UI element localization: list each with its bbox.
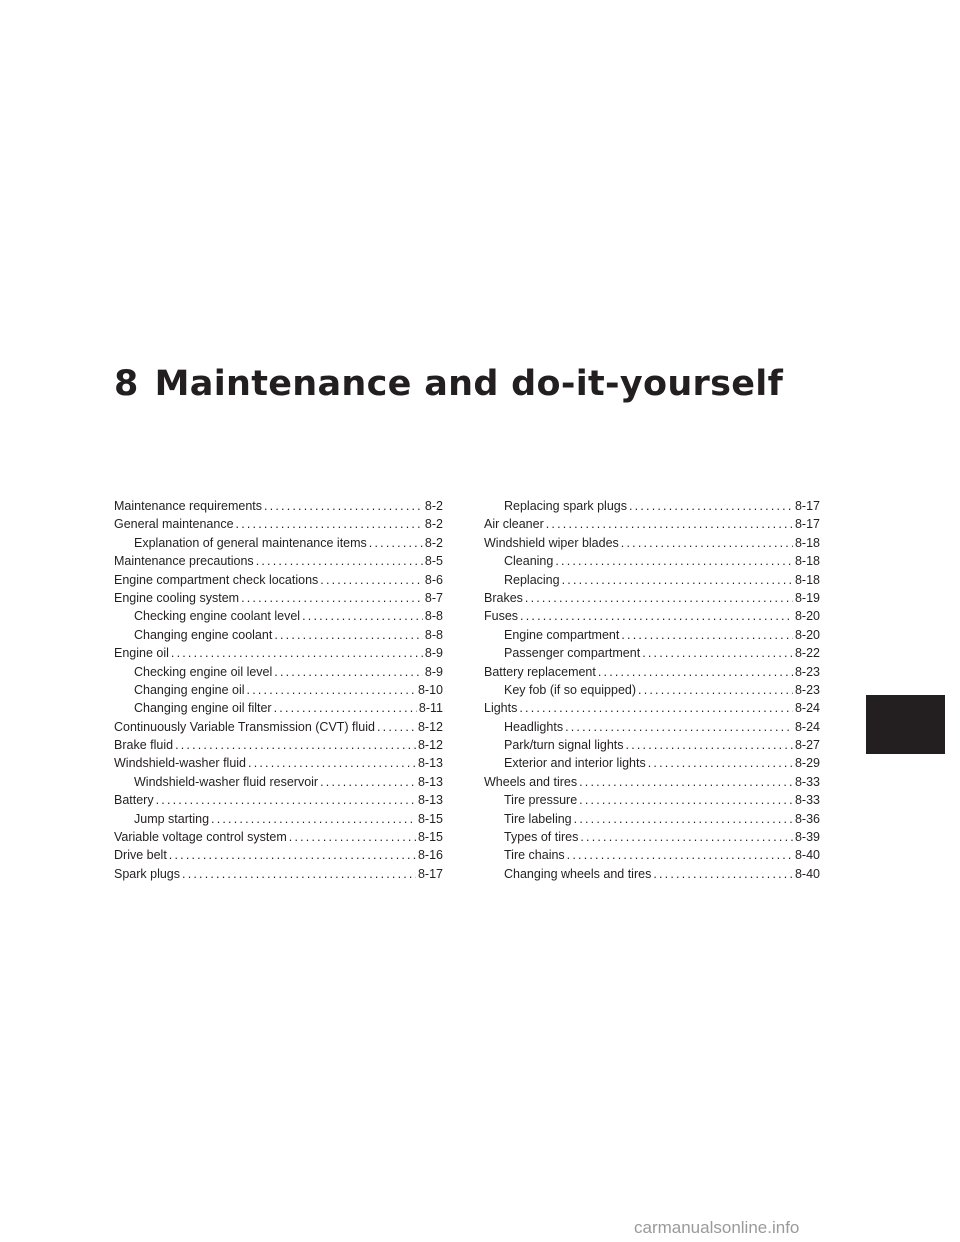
toc-entry-page: 8-23: [794, 682, 820, 697]
toc-dot-leader: [580, 828, 793, 846]
toc-entry[interactable]: [484, 663, 820, 681]
toc-entry-label: Air cleaner: [484, 517, 544, 532]
toc-entry-page: 8-11: [418, 701, 443, 716]
toc-entry-page: 8-16: [417, 848, 443, 863]
toc-entry-page: 8-13: [417, 793, 443, 808]
toc-entry-page: 8-24: [794, 719, 820, 734]
toc-entry-label: Jump starting: [134, 811, 210, 826]
toc-dot-leader: [519, 699, 793, 717]
toc-entry[interactable]: [114, 754, 443, 772]
toc-dot-leader: [377, 718, 416, 736]
toc-dot-leader: [169, 846, 416, 864]
watermark-text: carmanualsonline.info: [634, 1218, 800, 1237]
toc-dot-leader: [274, 663, 423, 681]
toc-entry-label: Variable voltage control system: [114, 830, 287, 845]
toc-entry[interactable]: [484, 699, 820, 717]
toc-entry[interactable]: [484, 865, 820, 883]
toc-entry[interactable]: [484, 589, 820, 607]
toc-dot-leader: [211, 810, 416, 828]
toc-entry[interactable]: [484, 754, 820, 772]
toc-entry-label: Headlights: [504, 719, 564, 734]
toc-dot-leader: [565, 718, 793, 736]
toc-entry-label: Key fob (if so equipped): [504, 682, 637, 697]
toc-entry[interactable]: [484, 846, 820, 864]
toc-entry[interactable]: [484, 571, 820, 589]
toc-entry-label: General maintenance: [114, 517, 234, 532]
toc-entry[interactable]: [114, 791, 443, 809]
toc-entry-label: Replacing: [504, 572, 560, 587]
toc-dot-leader: [546, 515, 793, 533]
toc-entry[interactable]: [114, 552, 443, 570]
toc-dot-leader: [320, 571, 423, 589]
toc-entry-page: 8-17: [794, 499, 820, 513]
toc-entry[interactable]: [484, 497, 820, 515]
toc-entry-label: Changing wheels and tires: [504, 866, 652, 881]
chapter-title: [114, 362, 783, 406]
toc-entry-page: 8-39: [794, 830, 820, 845]
toc-dot-leader: [274, 699, 417, 717]
toc-entry-page: 8-9: [424, 664, 443, 679]
toc-entry-label: Changing engine coolant: [134, 627, 273, 642]
toc-entry-page: 8-12: [417, 738, 443, 753]
toc-entry[interactable]: [484, 552, 820, 570]
toc-entry[interactable]: [484, 773, 820, 791]
toc-entry-page: 8-15: [417, 811, 443, 826]
toc-entry-label: Spark plugs: [114, 866, 181, 881]
toc-dot-leader: [156, 791, 416, 809]
toc-entry-label: Maintenance precautions: [114, 554, 254, 569]
toc-dot-leader: [520, 607, 793, 625]
toc-entry[interactable]: [114, 626, 443, 644]
toc-entry[interactable]: [114, 589, 443, 607]
toc-entry-label: Windshield wiper blades: [484, 535, 619, 550]
toc-dot-leader: [574, 810, 793, 828]
toc-entry-label: Windshield-washer fluid: [114, 756, 247, 771]
toc-entry-label: Continuously Variable Transmission (CVT) fluid: [114, 719, 375, 734]
toc-entry-page: 8-13: [417, 756, 443, 771]
toc-dot-leader: [241, 589, 423, 607]
toc-dot-leader: [264, 497, 423, 515]
toc-entry-page: 8-18: [794, 572, 820, 587]
toc-entry-label: Brake fluid: [114, 738, 174, 753]
toc-dot-leader: [638, 681, 793, 699]
toc-entry[interactable]: [114, 607, 443, 625]
toc-entry[interactable]: [114, 828, 443, 846]
toc-dot-leader: [555, 552, 793, 570]
toc-entry[interactable]: [484, 828, 820, 846]
toc-entry-label: Tire pressure: [504, 793, 578, 808]
toc-entry-label: Engine oil: [114, 646, 169, 661]
toc-entry-page: 8-20: [794, 609, 820, 624]
toc-entry[interactable]: [484, 515, 820, 533]
chapter-name: Maintenance and do-it-yourself: [154, 364, 784, 404]
toc-entry-label: Brakes: [484, 590, 523, 605]
toc-entry[interactable]: [114, 846, 443, 864]
toc-entry-page: 8-18: [794, 554, 820, 569]
toc-entry-page: 8-24: [794, 701, 820, 716]
toc-dot-leader: [579, 791, 793, 809]
toc-entry-label: Replacing spark plugs: [504, 499, 627, 513]
toc-dot-leader: [621, 534, 793, 552]
toc-entry-page: 8-17: [794, 517, 820, 532]
toc-entry-label: Cleaning: [504, 554, 554, 569]
toc-entry-page: 8-29: [794, 756, 820, 771]
toc-entry-page: 8-10: [417, 682, 443, 697]
toc-dot-leader: [171, 644, 423, 662]
toc-dot-leader: [247, 681, 416, 699]
toc-entry-page: 8-20: [794, 627, 820, 642]
toc-dot-leader: [256, 552, 423, 570]
toc-entry-label: Checking engine oil level: [134, 664, 273, 679]
toc-entry[interactable]: [484, 810, 820, 828]
toc-dot-leader: [248, 754, 416, 772]
toc-entry[interactable]: [114, 515, 443, 533]
toc-dot-leader: [182, 865, 416, 883]
toc-entry[interactable]: [484, 791, 820, 809]
toc-dot-leader: [302, 607, 423, 625]
toc-entry-page: 8-36: [794, 811, 820, 826]
toc-entry[interactable]: [114, 736, 443, 754]
toc-entry-label: Types of tires: [504, 830, 579, 845]
toc-entry[interactable]: [114, 810, 443, 828]
toc-dot-leader: [369, 534, 423, 552]
toc-entry-page: 8-13: [417, 774, 443, 789]
toc-dot-leader: [629, 497, 793, 515]
toc-entry-page: 8-5: [424, 554, 443, 569]
toc-entry-page: 8-33: [794, 793, 820, 808]
toc-entry-page: 8-6: [424, 572, 443, 587]
toc-entry-page: 8-8: [424, 627, 443, 642]
toc-entry-label: Changing engine oil filter: [134, 701, 272, 716]
toc-entry-page: 8-8: [424, 609, 443, 624]
toc-entry[interactable]: [484, 736, 820, 754]
toc-entry-label: Battery: [114, 793, 154, 808]
toc-entry[interactable]: [114, 773, 443, 791]
toc-entry-page: 8-9: [424, 646, 443, 661]
toc-entry-label: Tire chains: [504, 848, 565, 863]
toc-dot-leader: [653, 865, 793, 883]
toc-entry-label: Windshield-washer fluid reservoir: [134, 774, 319, 789]
toc-entry[interactable]: [114, 644, 443, 662]
toc-entry-page: 8-19: [794, 590, 820, 605]
toc-entry-label: Engine compartment: [504, 627, 620, 642]
toc-dot-leader: [320, 773, 416, 791]
toc-entry[interactable]: [114, 663, 443, 681]
toc-entry[interactable]: [114, 534, 443, 552]
toc-entry-page: 8-22: [794, 646, 820, 661]
toc-entry-page: 8-7: [424, 590, 443, 605]
toc-column-right: [484, 497, 820, 883]
toc-dot-leader: [274, 626, 423, 644]
toc-entry-page: 8-17: [417, 866, 443, 881]
toc-entry-label: Engine cooling system: [114, 590, 240, 605]
toc-dot-leader: [648, 754, 793, 772]
toc-entry-label: Lights: [484, 701, 518, 716]
toc-entry-page: 8-2: [424, 499, 443, 513]
toc-entry[interactable]: [484, 718, 820, 736]
toc-entry-page: 8-33: [794, 774, 820, 789]
toc-entry-label: Changing engine oil: [134, 682, 245, 697]
toc-entry-label: Checking engine coolant level: [134, 609, 301, 624]
toc-entry-page: 8-40: [794, 848, 820, 863]
toc-entry-page: 8-40: [794, 866, 820, 881]
toc-entry[interactable]: [114, 718, 443, 736]
toc-entry-label: Fuses: [484, 609, 519, 624]
toc-entry-page: 8-15: [417, 830, 443, 845]
toc-entry-page: 8-18: [794, 535, 820, 550]
toc-dot-leader: [525, 589, 793, 607]
toc-entry-label: Passenger compartment: [504, 646, 641, 661]
toc-entry[interactable]: [114, 681, 443, 699]
toc-dot-leader: [579, 773, 793, 791]
toc-column-left: [114, 497, 443, 883]
toc-dot-leader: [642, 644, 793, 662]
chapter-thumb-tab: [866, 695, 945, 754]
toc-entry[interactable]: [484, 534, 820, 552]
toc-dot-leader: [236, 515, 423, 533]
toc-dot-leader: [567, 846, 793, 864]
toc-entry-page: 8-27: [794, 738, 820, 753]
toc-entry[interactable]: [114, 699, 443, 717]
toc-entry[interactable]: [484, 681, 820, 699]
toc-entry-page: 8-2: [424, 535, 443, 550]
toc-entry[interactable]: [484, 607, 820, 625]
toc-dot-leader: [289, 828, 416, 846]
toc-dot-leader: [621, 626, 793, 644]
toc-entry-label: Maintenance requirements: [114, 499, 262, 513]
toc-entry-label: Tire labeling: [504, 811, 572, 826]
toc-entry[interactable]: [484, 644, 820, 662]
toc-entry-label: Drive belt: [114, 848, 167, 863]
toc-dot-leader: [626, 736, 793, 754]
toc-dot-leader: [598, 663, 793, 681]
toc-entry[interactable]: [484, 626, 820, 644]
toc-entry-label: Wheels and tires: [484, 774, 578, 789]
toc-entry-label: Battery replacement: [484, 664, 596, 679]
toc-entry-page: 8-2: [424, 517, 443, 532]
toc-entry-page: 8-23: [794, 664, 820, 679]
toc-entry-label: Engine compartment check locations: [114, 572, 319, 587]
toc-entry[interactable]: [114, 497, 443, 515]
chapter-number: 8: [114, 364, 139, 404]
toc-entry-label: Explanation of general maintenance items: [134, 535, 367, 550]
toc-dot-leader: [562, 571, 793, 589]
toc-entry-label: Park/turn signal lights: [504, 738, 624, 753]
toc-dot-leader: [175, 736, 416, 754]
toc-entry-label: Exterior and interior lights: [504, 756, 646, 771]
toc-entry-page: 8-12: [417, 719, 443, 734]
toc-entry[interactable]: [114, 571, 443, 589]
toc-entry[interactable]: [114, 865, 443, 883]
